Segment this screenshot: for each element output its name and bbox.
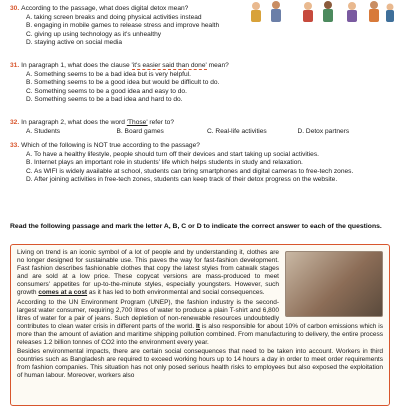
option-d[interactable]: D. Detox partners bbox=[297, 127, 350, 135]
option-b[interactable]: B. Internet plays an important role in students' life which helps students in study and relaxation. bbox=[26, 159, 303, 167]
option-d[interactable]: D. staying active on social media bbox=[26, 39, 123, 47]
underlined-word: It bbox=[195, 322, 200, 330]
option-d[interactable]: D. Something seems to be a bad idea and hard to do. bbox=[26, 96, 183, 104]
reading-passage bbox=[10, 244, 390, 406]
option-a[interactable]: A. To have a healthy lifestyle, people should turn off their devices and start taking up social activities. bbox=[26, 150, 319, 158]
section-instruction: Read the following passage and mark the letter A, B, C or D to indicate the correct answer to each of the questions. bbox=[10, 223, 382, 230]
question-stem: 30. According to the passage, what does digital detox mean? bbox=[10, 5, 189, 12]
option-c[interactable]: C. Real-life activities bbox=[207, 127, 267, 135]
question-number: 32. bbox=[10, 119, 20, 126]
passage-paragraph-1: Living on trend is an iconic symbol of a lot of people and by understanding it, clothes are no longer designed for sustainable use. This paves the way for fast-fashion development. Fast fashion describes fashionable clothes that copy the latest styles from catwalk stages and are sold at a low price. These copycat versions are mass-produced to meet consumers' appetites for up-to-the-minute styles, especially youngsters. However, such growth comes at a cost as it has led to both environmental and social consequences. bbox=[17, 249, 279, 297]
question-32 bbox=[10, 119, 388, 136]
underlined-word: 'Those' bbox=[126, 119, 148, 126]
passage-paragraph-3: Besides environmental impacts, there are certain social consequences that need to be taken into account. Workers in third countries such as Bangladesh are required to exceed working hours up to 14 hours a day in order to meet order requirements from fashion companies. This situation has not only posed serious health risks to employees but also exposed the exploitation of human labour. Moreover, workers also bbox=[17, 348, 383, 380]
option-b[interactable]: B. Something seems to be a good idea but would be difficult to do. bbox=[26, 79, 220, 87]
options-row bbox=[26, 128, 388, 137]
option-d[interactable]: D. After joining activities in free-tech zones, students can keep track of their detox progress on the website. bbox=[26, 176, 338, 184]
question-33 bbox=[10, 142, 388, 185]
highlighted-phrase: comes at a cost bbox=[38, 289, 88, 297]
question-number: 30. bbox=[10, 5, 20, 12]
option-c[interactable]: C. As WIFI is widely available at school, students can bring smartphones and digital cameras to free-tech zones. bbox=[26, 167, 354, 175]
option-a[interactable]: A. Students bbox=[26, 127, 61, 135]
option-b[interactable]: B. engaging in mobile games to release stress and improve health bbox=[26, 22, 220, 30]
option-a[interactable]: A. taking screen breaks and doing physical activities instead bbox=[26, 13, 202, 21]
fashion-photo bbox=[285, 251, 383, 317]
question-stem: 33. Which of the following is NOT true according to the passage? bbox=[10, 142, 200, 149]
option-c[interactable]: C. giving up using technology as it's unhealthy bbox=[26, 30, 162, 38]
highlighted-quote: 'it's easier said than done' bbox=[131, 62, 207, 69]
question-stem: 32. In paragraph 2, what does the word 'Those' refer to? bbox=[10, 119, 174, 126]
question-number: 33. bbox=[10, 142, 20, 149]
question-31 bbox=[10, 62, 388, 105]
question-30 bbox=[10, 5, 388, 48]
option-b[interactable]: B. Board games bbox=[116, 127, 164, 135]
question-number: 31. bbox=[10, 62, 20, 69]
passage-paragraph-2: According to the UN Environment Program (UNEP), the fashion industry is the second-largest water consumer, requiring 2,700 litres of water to produce a plain T-shirt and 6,800 litres of water for a pair of jeans. Such depletion of non-renewable resources undoubtedly contributes to clean water crisis in different parts of the world. It is also responsible for about 10% of carbon emissions which is more than the amount of aviation and maritime shipping pollution combined. From manufacturing to delivery, the entire process releases 1.2 billion tonnes of CO2 into the environment every year. bbox=[17, 298, 383, 347]
option-a[interactable]: A. Something seems to be a bad idea but is very helpful. bbox=[26, 70, 191, 78]
option-c[interactable]: C. Something seems to be a good idea and easy to do. bbox=[26, 87, 187, 95]
question-stem: 31. In paragraph 1, what does the clause 'it's easier said than done' mean? bbox=[10, 62, 229, 69]
